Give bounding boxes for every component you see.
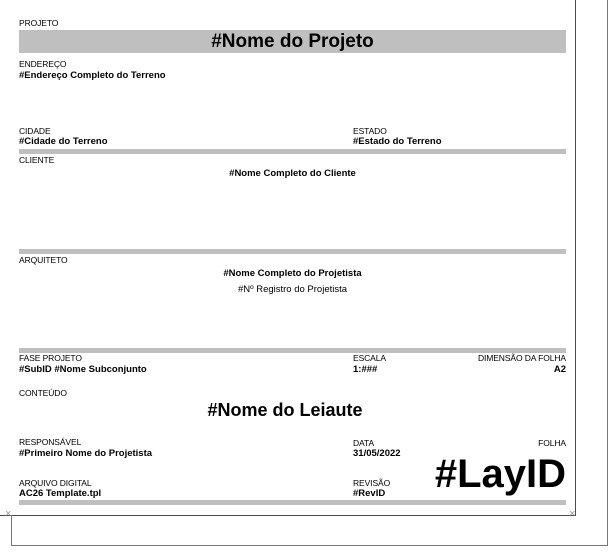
cidade-label: CIDADE — [19, 126, 51, 136]
arquiteto-label: ARQUITETO — [19, 255, 68, 265]
frame-bottom-outer — [11, 545, 608, 546]
cliente-value: #Nome Completo do Cliente — [229, 168, 356, 179]
corner-mark-right: × — [569, 508, 576, 520]
estado-label: ESTADO — [353, 126, 387, 136]
cidade-value: #Cidade do Terreno — [19, 136, 108, 147]
dimensao-value: A2 — [553, 364, 566, 375]
revisao-value: #RevID — [353, 488, 386, 499]
arquiteto-name: #Nome Completo do Projetista — [223, 268, 362, 279]
data-value: 31/05/2022 — [353, 448, 401, 459]
corner-mark-left: × — [5, 508, 12, 520]
arquiteto-registro: #Nº Registro do Projetista — [237, 284, 348, 295]
endereco-value: #Endereço Completo do Terreno — [19, 70, 166, 81]
fase-label: FASE PROJETO — [19, 353, 82, 363]
escala-label: ESCALA — [353, 353, 386, 363]
divider-cliente — [19, 249, 566, 254]
projeto-title: #Nome do Projeto — [211, 31, 374, 52]
arquivo-label: ARQUIVO DIGITAL — [19, 478, 92, 488]
divider-bottom — [19, 500, 566, 505]
cliente-label: CLIENTE — [19, 155, 55, 165]
arquivo-value: AC26 Template.tpl — [19, 488, 102, 499]
divider-cidade — [19, 149, 566, 154]
frame-bottom-inner — [0, 515, 576, 516]
projeto-title-bar — [19, 30, 566, 53]
escala-value: 1:### — [353, 364, 378, 375]
data-label: DATA — [353, 438, 375, 448]
revisao-label: REVISÃO — [353, 478, 391, 488]
frame-right-inner — [575, 0, 576, 515]
folha-label: FOLHA — [538, 438, 566, 448]
responsavel-value: #Primeiro Nome do Projetista — [19, 448, 153, 459]
endereco-label: ENDEREÇO — [19, 59, 67, 69]
fase-value: #SubID #Nome Subconjunto — [19, 364, 147, 375]
folha-value: #LayID — [434, 452, 566, 496]
projeto-label: PROJETO — [19, 18, 59, 28]
responsavel-label: RESPONSÁVEL — [19, 437, 82, 447]
conteudo-value: #Nome do Leiaute — [207, 400, 363, 420]
conteudo-label: CONTEÚDO — [19, 388, 67, 398]
estado-value: #Estado do Terreno — [353, 136, 442, 147]
frame-right-outer — [607, 0, 608, 545]
dimensao-label: DIMENSÃO DA FOLHA — [477, 353, 566, 363]
